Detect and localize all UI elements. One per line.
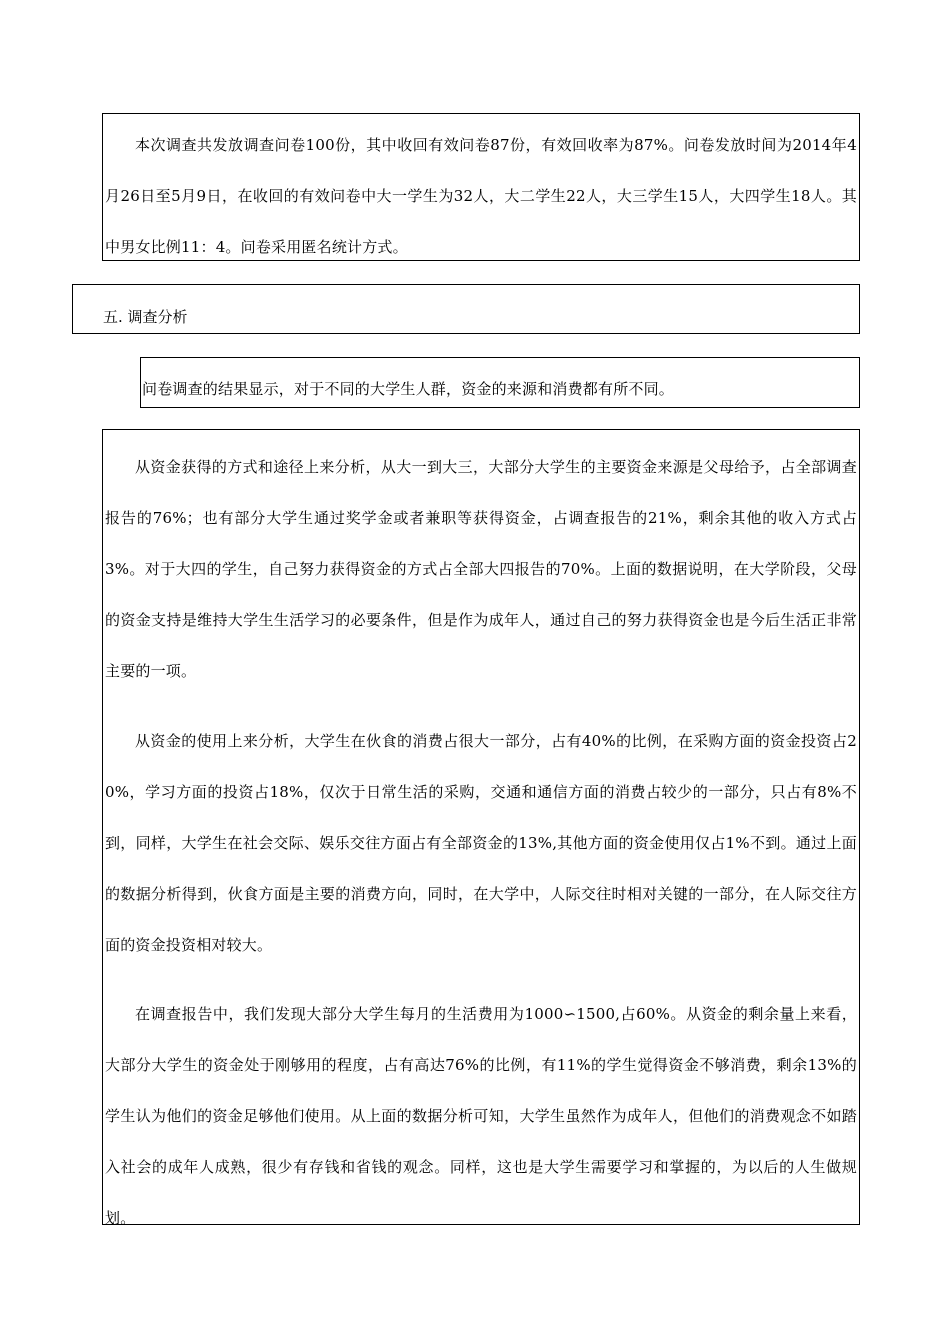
survey-analysis-box [102, 429, 860, 1225]
analysis-paragraph-spending: 从资金的使用上来分析，大学生在伙食的消费占很大一部分，占有40%的比例，在采购方面的资金投资占20%，学习方面的投资占18%，仅次于日常生活的采购，交通和通信方面的消费占较少的一部分，只占有8%不到，同样，大学生在社会交际、娱乐交往方面占有全部资金的13%,其他方面的资金使用仅占1%不到。通过上面的数据分析得到，伙食方面是主要的消费方向，同时，在大学中，人际交往时相对关键的一部分，在人际交往方面的资金投资相对较大。 [105, 732, 857, 954]
section-heading-box [72, 284, 860, 334]
survey-summary-paragraph: 问卷调查的结果显示，对于不同的大学生人群，资金的来源和消费都有所不同。 [142, 380, 675, 398]
analysis-paragraph-living-cost: 在调查报告中，我们发现大部分大学生每月的生活费用为1000∽1500,占60%。从资金的剩余量上来看，大部分大学生的资金处于刚够用的程度，占有高达76%的比例，有11%的学生觉得资金不够消费，剩余13%的学生认为他们的资金足够他们使用。从上面的数据分析可知，大学生虽然作为成年人，但他们的消费观念不如踏入社会的成年人成熟，很少有存钱和省钱的观念。同样，这也是大学生需要学习和掌握的，为以后的人生做规划。 [105, 1005, 857, 1227]
survey-summary-box [140, 357, 860, 408]
section-heading: 五. 调查分析 [103, 308, 188, 326]
analysis-paragraph-income: 从资金获得的方式和途径上来分析，从大一到大三，大部分大学生的主要资金来源是父母给予，占全部调查报告的76%；也有部分大学生通过奖学金或者兼职等获得资金，占调查报告的21%，剩余其他的收入方式占3%。对于大四的学生，自己努力获得资金的方式占全部大四报告的70%。上面的数据说明，在大学阶段，父母的资金支持是维持大学生生活学习的必要条件，但是作为成年人，通过自己的努力获得资金也是今后生活正非常主要的一项。 [105, 458, 857, 680]
survey-intro-paragraph: 本次调查共发放调查问卷100份，其中收回有效问卷87份，有效回收率为87%。问卷发放时间为2014年4月26日至5月9日，在收回的有效问卷中大一学生为32人，大二学生22人，大三学生15人，大四学生18人。其中男女比例11：4。问卷采用匿名统计方式。 [105, 136, 857, 256]
survey-intro-box [102, 113, 860, 261]
